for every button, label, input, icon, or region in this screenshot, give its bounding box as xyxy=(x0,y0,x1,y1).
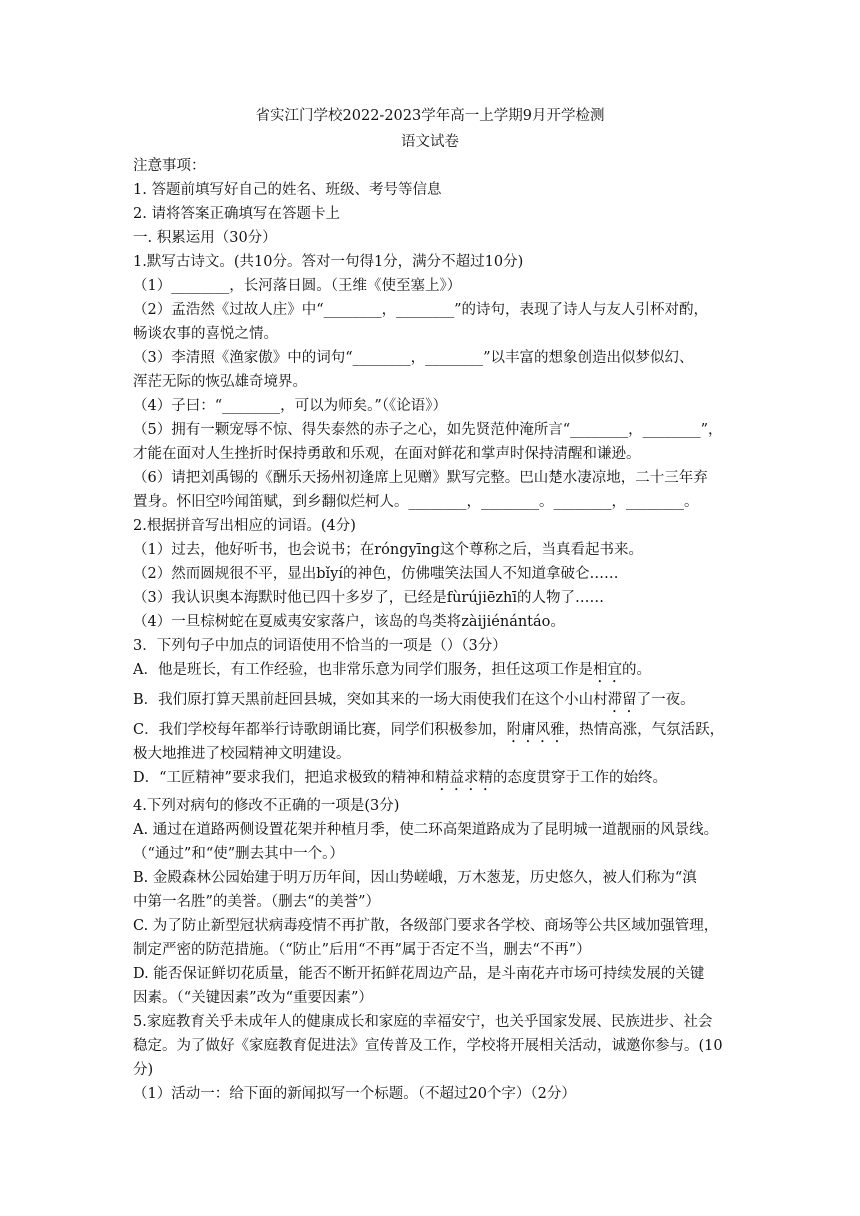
section-heading: 一. 积累运用（30分） xyxy=(133,230,277,246)
question-2-line: （1）过去，他好听书，也会说书；在róngyīng这个尊称之后，当真看起书来。 xyxy=(133,542,643,558)
question-1-line: 浑茫无际的恢弘雄奇境界。 xyxy=(133,374,307,390)
question-1-line: （6）请把刘禹锡的《酬乐天扬州初逢席上见赠》默写完整。巴山楚水凄凉地，二十三年弃 xyxy=(133,470,708,486)
question-4-line: C. 为了防止新型冠状病毒疫情不再扩散，各级部门要求各学校、商场等公共区域加强管理， xyxy=(133,918,719,934)
option-text: C．我们学校每年都举行诗歌朗诵比赛，同学们积极参加， xyxy=(133,722,507,738)
dotted-word: 附庸风雅 xyxy=(506,722,565,738)
question-3-stem: 3．下列句子中加点的词语使用不恰当的一项是（）（3分） xyxy=(133,638,507,654)
dotted-word: 滞留 xyxy=(607,692,637,708)
question-5-line: 5.家庭教育关乎未成年人的健康成长和家庭的幸福安宁，也关乎国家发展、民族进步、社会 xyxy=(133,1014,713,1030)
question-5-line: 稳定。为了做好《家庭教育促进法》宣传普及工作，学校将开展相关活动，诚邀你参与。(10 xyxy=(133,1038,723,1054)
question-1-line: （2）孟浩然《过故人庄》中“________，________”的诗句，表现了诗人与友人引杯对酌， xyxy=(133,302,709,318)
question-4-line: 因素。（“关键因素”改为“重要因素”） xyxy=(133,990,373,1006)
question-4-line: B. 金殿森林公园始建于明万历年间，因山势嵯峨，万木葱茏，历史悠久，被人们称为“滇 xyxy=(133,870,697,886)
question-4-stem: 4.下列对病句的修改不正确的一项是(3分) xyxy=(133,798,400,814)
question-3-option-c xyxy=(133,720,724,746)
question-4-line: D. 能否保证鲜切花质量，能否不断开拓鲜花周边产品，是斗南花卉市场可持续发展的关键 xyxy=(133,966,705,982)
option-text: ，热情高涨，气氛活跃， xyxy=(564,722,725,738)
dotted-word: 相宜 xyxy=(592,662,622,678)
question-4-line: （“通过”和“使”删去其中一个。） xyxy=(133,846,344,862)
question-1-line: 置身。怀旧空吟闻笛赋，到乡翻似烂柯人。________，________。________，________。 xyxy=(133,494,699,510)
note-item: 2. 请将答案正确填写在答题卡上 xyxy=(133,206,340,222)
question-2-line: （2）然而圆规很不平，显出bǐyí的神色，仿佛嗤笑法国人不知道拿破仑…… xyxy=(133,566,619,582)
notes-heading: 注意事项： xyxy=(133,158,206,174)
option-text: D．“工匠精神”要求我们，把追求极致的精神和 xyxy=(133,770,435,786)
option-text: 的态度贯穿于工作的始终。 xyxy=(492,770,667,786)
option-text: 了一夜。 xyxy=(636,692,695,708)
question-4-line: 制定严密的防范措施。（“防止”后用“不再”属于否定不当，删去“不再”） xyxy=(133,942,591,958)
option-text: A．他是班长，有工作经验，也非常乐意为同学们服务，担任这项工作是 xyxy=(133,662,593,678)
question-5-line: 分) xyxy=(133,1062,154,1078)
option-text: B．我们原打算天黑前赶回县城，突如其来的一场大雨使我们在这个小山村 xyxy=(133,692,608,708)
question-4-line: 中第一名胜”的美誉。（删去“的美誉”） xyxy=(133,894,380,910)
question-2-line: （4）一旦棕树蛇在夏威夷安家落户，该岛的鸟类将zàijiénántáo。 xyxy=(133,614,565,630)
question-1-line: （3）李清照《渔家傲》中的词句“________，________”以丰富的想象创造出似梦似幻、 xyxy=(133,350,694,366)
exam-subtitle: 语文试卷 xyxy=(401,134,459,150)
question-1-line: （4）子曰：“________，可以为师矣。”（《论语》） xyxy=(133,398,448,414)
dotted-word: 精益求精 xyxy=(434,770,493,786)
question-3-option-b xyxy=(133,690,695,716)
question-1-stem: 1.默写古诗文。(共10分。答对一句得1分，满分不超过10分) xyxy=(133,254,524,270)
question-1-line: 才能在面对人生挫折时保持勇敢和乐观，在面对鲜花和掌声时保持清醒和谦逊。 xyxy=(133,446,641,462)
question-1-line: （5）拥有一颗宠辱不惊、得失泰然的赤子之心，如先贤范仲淹所言“________，________”， xyxy=(133,422,723,438)
question-1-line: （1）________，长河落日圆。（王维《使至塞上》） xyxy=(133,278,462,294)
question-4-line: A. 通过在道路两侧设置花架并种植月季，使二环高架道路成为了昆明城一道靓丽的风景线。 xyxy=(133,822,719,838)
question-3-option-c-cont: 极大地推进了校园精神文明建设。 xyxy=(133,746,351,762)
question-2-line: （3）我认识奥本海默时他已四十多岁了，已经是fùrújiēzhī的人物了…… xyxy=(133,590,605,606)
question-2-stem: 2.根据拼音写出相应的词语。(4分) xyxy=(133,518,356,534)
question-3-option-d xyxy=(133,768,667,794)
question-1-line: 畅谈农事的喜悦之情。 xyxy=(133,326,278,342)
option-text: 的。 xyxy=(621,662,651,678)
exam-title: 省实江门学校2022-2023学年高一上学期9月开学检测 xyxy=(255,108,605,124)
note-item: 1. 答题前填写好自己的姓名、班级、考号等信息 xyxy=(133,182,442,198)
question-3-option-a xyxy=(133,660,651,686)
question-5-line: （1）活动一：给下面的新闻拟写一个标题。（不超过20个字）（2分） xyxy=(133,1086,576,1102)
